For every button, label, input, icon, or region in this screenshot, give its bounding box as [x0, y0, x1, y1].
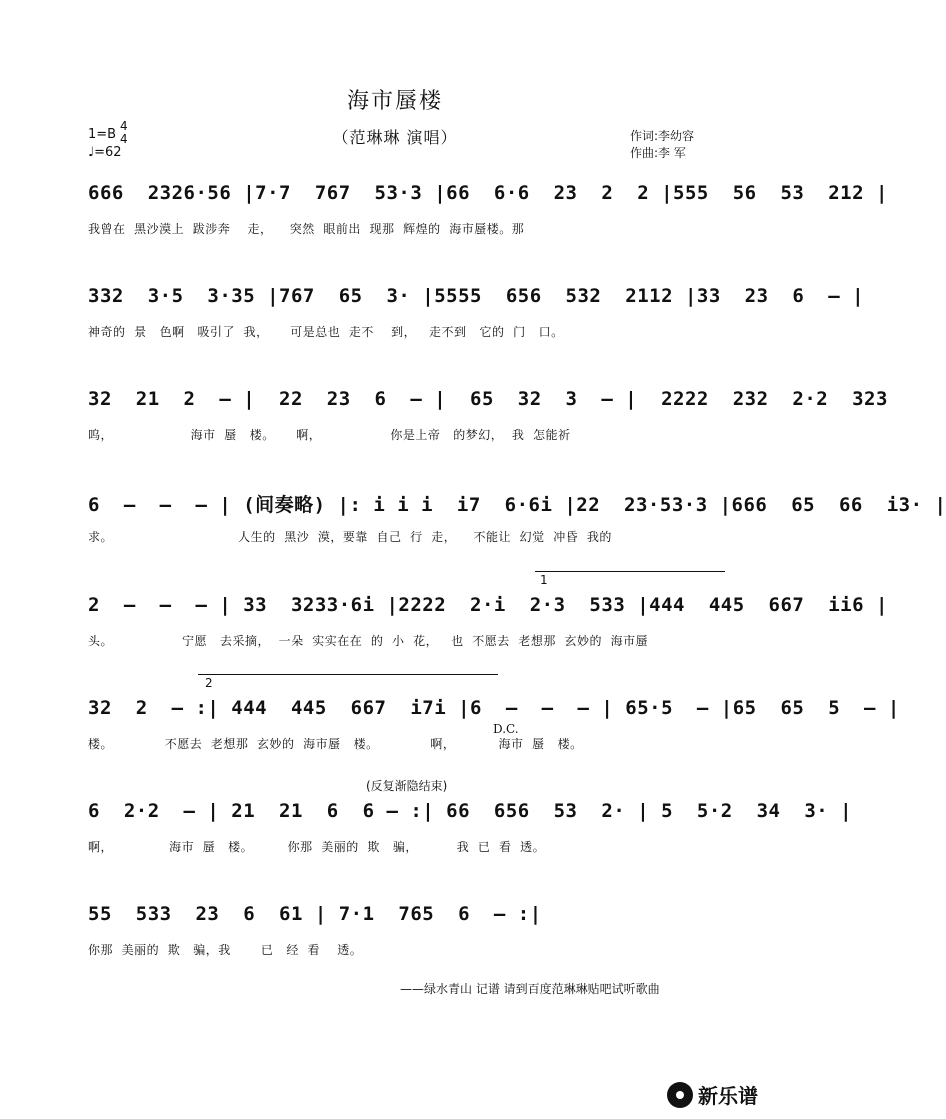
lyric-line: 呜， 海市 蜃 楼。 啊， 你是上帝 的梦幻， 我 怎能祈 — [88, 428, 571, 442]
lyric-line: 楼。 不愿去 老想那 玄妙的 海市蜃 楼。 啊， 海市 蜃 楼。 — [88, 737, 583, 751]
composer-credit: 作曲:李 军 — [630, 146, 686, 160]
lyric-line: 啊， 海市 蜃 楼。 你那 美丽的 欺 骗， 我 已 看 透。 — [88, 840, 546, 854]
site-logo — [667, 1080, 758, 1109]
lyricist-credit: 作词:李幼容 — [630, 129, 695, 143]
volta-2-bracket — [198, 674, 498, 675]
notation-line: 32 2 — :| 444 445 667 i7i |6 — — — | 65·5 — |65 65 5 — | — [88, 697, 900, 719]
key-signature: 1=B — [88, 127, 117, 142]
dc-marker: D.C. — [493, 722, 519, 736]
time-signature-top: 4 — [120, 119, 128, 133]
lyric-line: 求。 人生的 黑沙 漠，要靠 自己 行 走， 不能让 幻觉 冲昏 我的 — [88, 530, 612, 544]
notation-line: 6 — — — | (间奏略) |: i i i i7 6·6i |22 23·53·3 |666 65 66 i3· | — [88, 494, 946, 516]
music-disc-icon — [667, 1082, 693, 1108]
song-singer: （范琳琳 演唱） — [332, 128, 458, 147]
lyric-line: 你那 美丽的 欺 骗，我 已 经 看 透。 — [88, 943, 363, 957]
notation-line: 666 2326·56 |7·7 767 53·3 |66 6·6 23 2 2 |555 56 53 212 | — [88, 182, 888, 204]
notation-line: 2 — — — | 33 3233·6i |2222 2·i 2·3 533 |444 445 667 ii6 | — [88, 594, 888, 616]
lyric-line: 头。 宁愿 去采摘， 一朵 实实在在 的 小 花， 也 不愿去 老想那 玄妙的 海市蜃 — [88, 634, 649, 648]
volta-1-marker: 1 — [540, 573, 548, 587]
notation-line: 32 21 2 — | 22 23 6 — | 65 32 3 — | 2222 232 2·2 323 — [88, 388, 888, 410]
notation-line: 332 3·5 3·35 |767 65 3· |5555 656 532 2112 |33 23 6 — | — [88, 285, 865, 307]
lyric-line: 神奇的 景 色啊 吸引了 我， 可是总也 走不 到， 走不到 它的 门 口。 — [88, 325, 564, 339]
fade-instruction: (反复渐隐结束) — [366, 779, 448, 793]
volta-2-marker: 2 — [205, 676, 213, 690]
logo-text: 新乐谱 — [698, 1084, 758, 1108]
time-signature — [120, 120, 128, 146]
time-signature-bottom: 4 — [120, 132, 128, 146]
tempo-marking: ♩=62 — [88, 145, 122, 160]
notation-line: 6 2·2 — | 21 21 6 6 — :| 66 656 53 2· | 5 5·2 34 3· | — [88, 800, 853, 822]
transcriber-credit: ——绿水青山 记谱 请到百度范琳琳贴吧试听歌曲 — [400, 982, 660, 996]
song-title: 海市蜃楼 — [346, 89, 443, 114]
notation-line: 55 533 23 6 61 | 7·1 765 6 — :| — [88, 903, 542, 925]
lyric-line: 我曾在 黑沙漠上 跋涉奔 走， 突然 眼前出 现那 辉煌的 海市蜃楼。那 — [88, 222, 525, 236]
volta-1-bracket — [535, 571, 725, 572]
